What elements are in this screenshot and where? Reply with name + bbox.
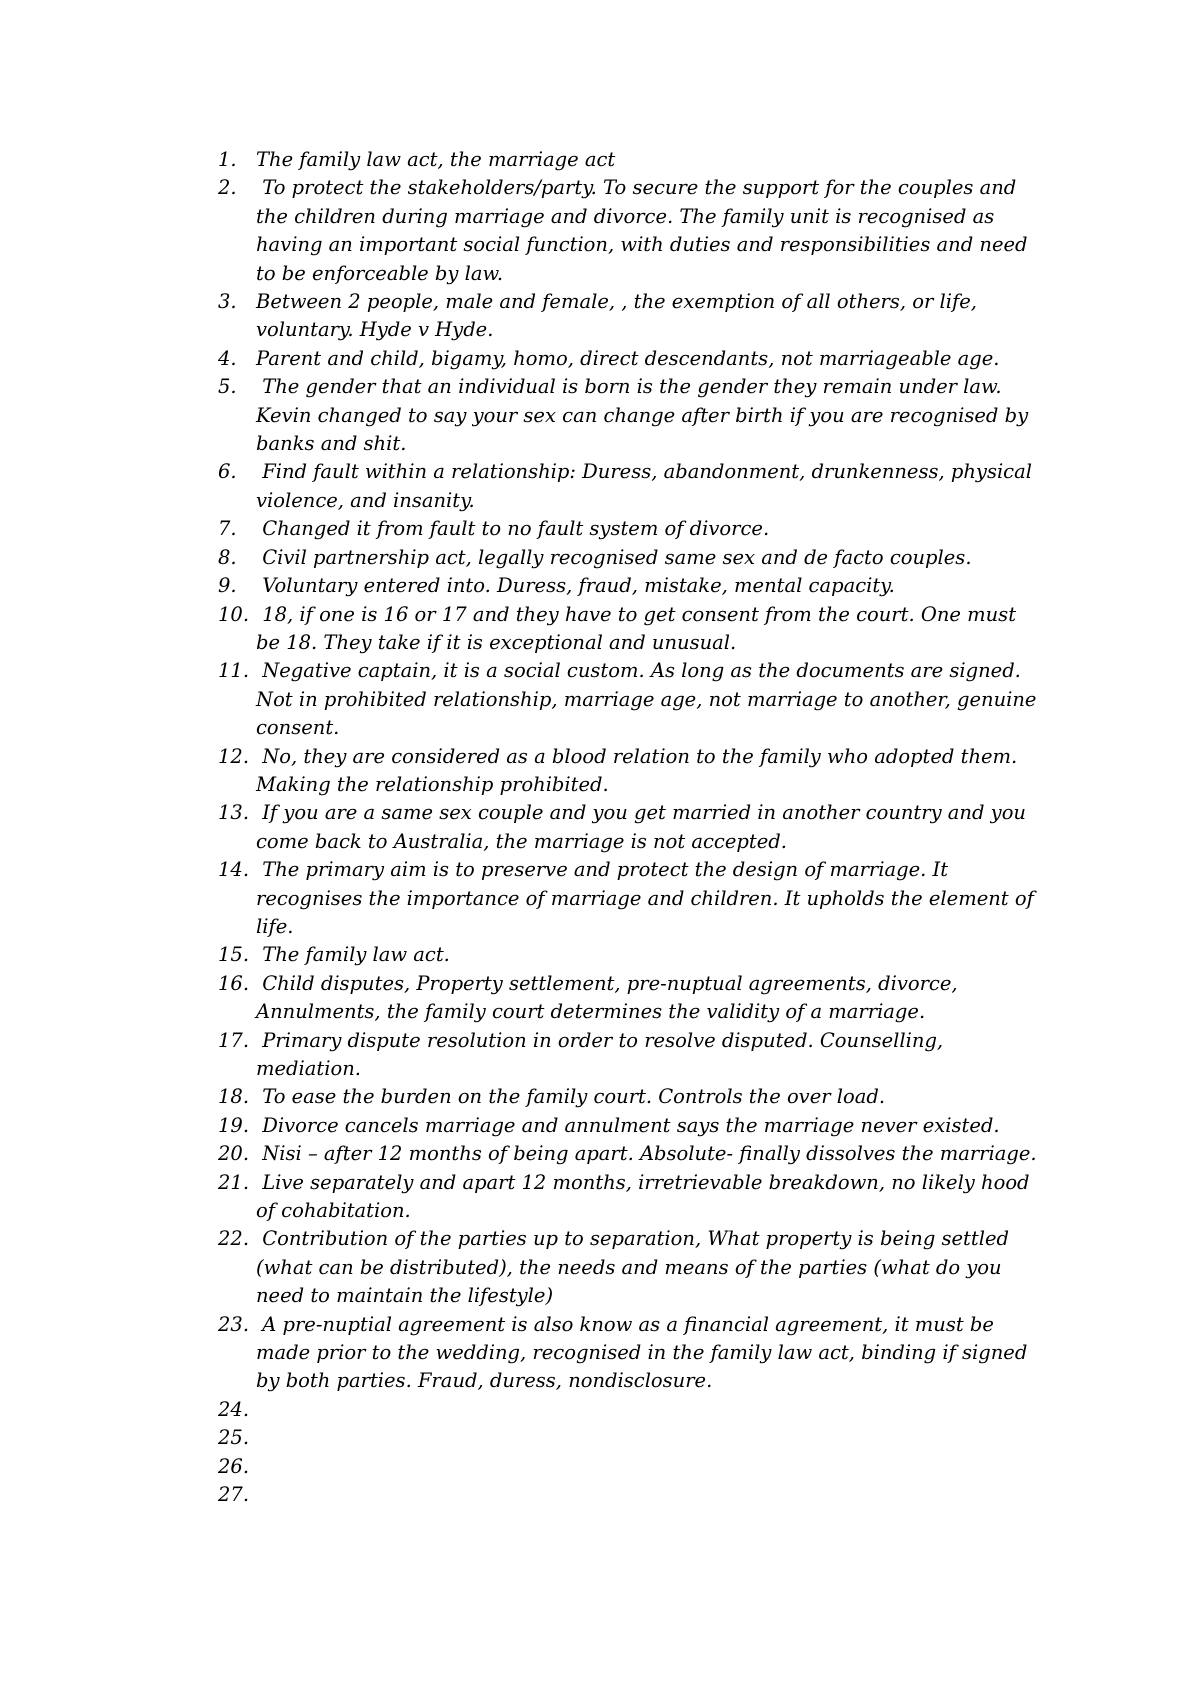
list-item [218,1481,1038,1509]
list-item-number: 9. [218,574,237,598]
list-item-text: If you are a same sex couple and you get married in another country and you come back to Australia, the marriage is not accepted. [256,801,1026,853]
list-item [218,1140,1038,1168]
list-item-number: 18. [218,1085,250,1109]
list-item-number: 3. [218,290,237,314]
answer-list [218,146,1038,1510]
list-item-text: A pre-nuptial agreement is also know as a financial agreement, it must be made prior to the wedding, recognised in the family law act, binding if signed by both parties. Fraud, duress, nondisclosure. [256,1312,1028,1393]
list-item-number: 22. [218,1227,250,1251]
list-item [218,1027,1038,1084]
list-item-number: 11. [218,659,250,683]
list-item-number: 14. [218,858,250,882]
list-item [218,373,1038,458]
list-item-text: 18, if one is 16 or 17 and they have to get consent from the court. One must be 18. They take if it is exceptional and unusual. [256,602,1017,654]
list-item-number: 8. [218,545,237,569]
list-item [218,1169,1038,1226]
list-item-number: 26. [218,1454,250,1478]
list-item-number: 17. [218,1028,250,1052]
list-item-text: Negative captain, it is a social custom. As long as the documents are signed. Not in prohibited relationship, marriage age, not marriage to another, genuine consent. [256,659,1037,740]
list-item-number: 19. [218,1113,250,1137]
list-item [218,146,1038,174]
list-item-number: 13. [218,801,250,825]
list-item [218,970,1038,1027]
list-item-number: 7. [218,517,237,541]
list-item-number: 23. [218,1312,250,1336]
list-item [218,856,1038,941]
list-item-text: The primary aim is to preserve and protect the design of marriage. It recognises the importance of marriage and children. It upholds the element of life. [256,858,1034,938]
list-item [218,941,1038,969]
list-item [218,657,1038,742]
list-item [218,1453,1038,1481]
list-item [218,1311,1038,1396]
list-item [218,515,1038,543]
list-item-text: Civil partnership act, legally recognised same sex and de facto couples. [262,545,972,569]
list-item-text: Nisi – after 12 months of being apart. Absolute- finally dissolves the marriage. [262,1142,1037,1166]
list-item-number: 24. [218,1397,250,1421]
list-item-text: Primary dispute resolution in order to resolve disputed. Counselling, mediation. [256,1028,944,1080]
list-item [218,799,1038,856]
list-item-number: 16. [218,971,250,995]
list-item [218,544,1038,572]
list-item-text: The gender that an individual is born is the gender they remain under law. Kevin changed to say your sex can change after birth if you are recognised by banks and shit. [256,375,1029,456]
list-item-number: 4. [218,346,237,370]
list-item [218,345,1038,373]
list-item [218,1396,1038,1424]
list-item [218,743,1038,800]
list-item-number: 1. [218,148,237,171]
list-item [218,1225,1038,1310]
list-item-text: Changed it from fault to no fault system of divorce. [262,517,770,541]
list-item-number: 12. [218,744,250,768]
list-item-number: 25. [218,1426,250,1450]
list-item [218,1083,1038,1111]
list-item [218,1424,1038,1452]
list-item-number: 6. [218,460,237,484]
list-item-text: Divorce cancels marriage and annulment says the marriage never existed. [262,1113,1000,1137]
list-item-number: 5. [218,375,237,399]
list-item-text: The family law act. [262,943,450,967]
list-item [218,1112,1038,1140]
list-item [218,174,1038,288]
list-item-number: 20. [218,1142,250,1166]
list-item-text: To protect the stakeholders/party. To secure the support for the couples and the children during marriage and divorce. The family unit is recognised as having an important social function, with duties and responsibilities and need to be enforceable by law. [256,176,1028,285]
list-item [218,288,1038,345]
list-item-number: 27. [218,1483,250,1507]
list-item-text: The family law act, the marriage act [256,148,616,171]
list-item-number: 21. [218,1170,250,1194]
list-item-text: Between 2 people, male and female, , the exemption of all others, or life, voluntary. Hyde v Hyde. [256,290,977,342]
list-item-number: 10. [218,602,250,626]
list-item-text: No, they are considered as a blood relation to the family who adopted them. Making the relationship prohibited. [256,744,1018,796]
list-item [218,601,1038,658]
list-item-number: 2. [218,176,237,200]
list-item [218,458,1038,515]
list-item-number: 15. [218,943,250,967]
list-item-text: To ease the burden on the family court. Controls the over load. [262,1085,886,1109]
list-item-text: Find fault within a relationship: Duress, abandonment, drunkenness, physical violence, and insanity. [256,460,1032,512]
list-item-text: Live separately and apart 12 months, irretrievable breakdown, no likely hood of cohabitation. [256,1170,1030,1223]
list-item-text: Parent and child, bigamy, homo, direct descendants, not marriageable age. [256,346,1000,370]
list-item [218,572,1038,600]
list-item-text: Contribution of the parties up to separation, What property is being settled (what can be distributed), the needs and means of the parties (what do you need to maintain the lifestyle) [256,1227,1009,1308]
list-item-text: Child disputes, Property settlement, pre-nuptual agreements, divorce, Annulments, the family court determines the validity of a marriage. [256,971,958,1024]
list-item-text: Voluntary entered into. Duress, fraud, mistake, mental capacity. [262,574,895,598]
